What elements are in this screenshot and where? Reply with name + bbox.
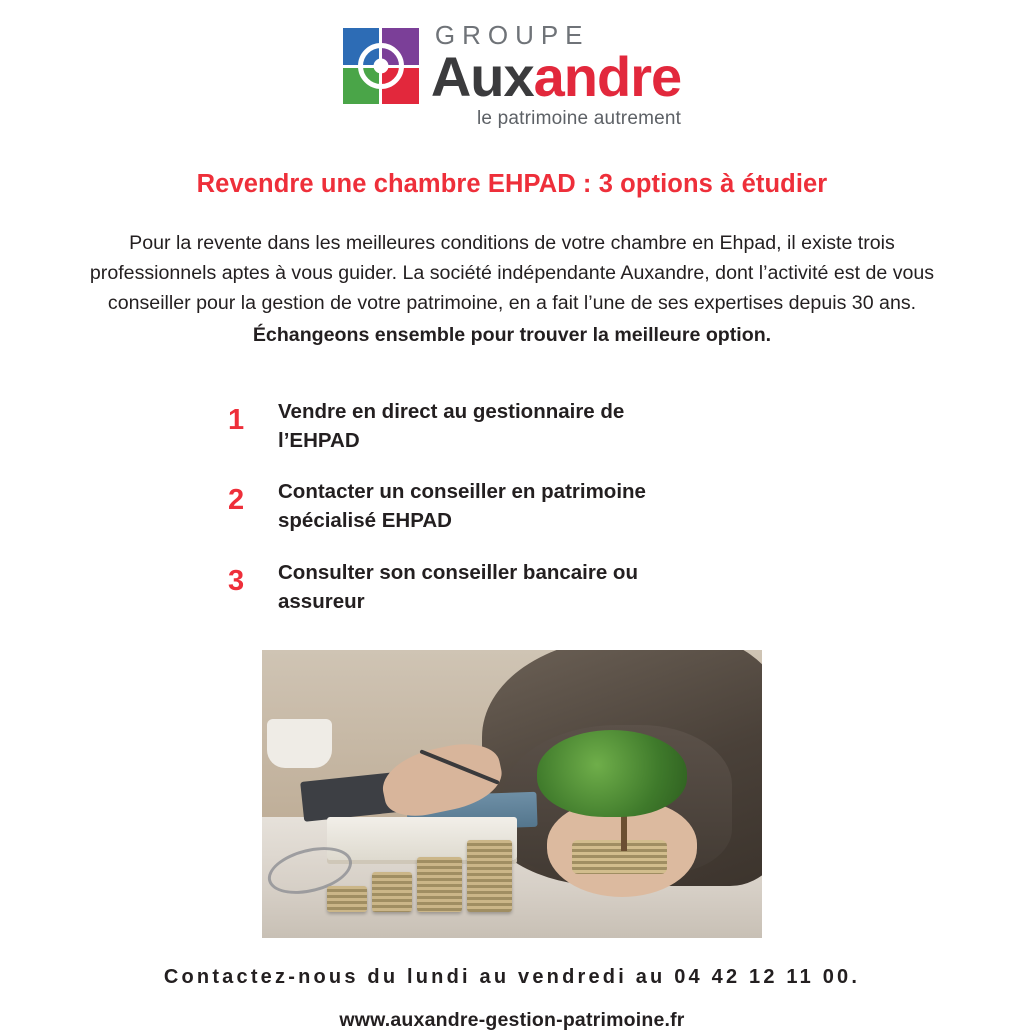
coins-and-tree-photo (262, 650, 762, 938)
logo-dot-shape (373, 59, 388, 74)
logo-wordmark (431, 22, 681, 128)
option-label: Contacter un conseiller en patrimoine spécialisé EHPAD (278, 480, 646, 533)
list-item (228, 477, 1024, 535)
auxandre-logo-icon (343, 28, 419, 104)
photo-tree-foliage (537, 730, 687, 816)
logo-name-part-dark: Aux (430, 45, 534, 108)
logo-name-text (430, 45, 682, 108)
page-title: Revendre une chambre EHPAD : 3 options à étudier (196, 170, 828, 198)
logo-name-part-red: andre (533, 45, 682, 108)
photo-coin-stack-1 (327, 886, 367, 912)
photo-cup (267, 719, 332, 768)
photo-wrapper (0, 650, 1024, 938)
photo-coin-stack-2 (372, 872, 412, 912)
option-number: 3 (228, 564, 245, 597)
logo-tagline: le patrimoine autrement (476, 108, 682, 129)
footer (0, 966, 1024, 1032)
option-number: 1 (228, 404, 245, 437)
intro-paragraph: Pour la revente dans les meilleures conditions de votre chambre en Ehpad, il existe trois professionnels aptes à vous guider. La société indépendante Auxandre, dont l’activité est de vous conseiller pour la gestion de votre patrimoine, en a fait l’une de ses expertises depuis 30 ans. (89, 232, 935, 314)
intro-block (70, 229, 954, 351)
website-url[interactable]: www.auxandre-gestion-patrimoine.fr (339, 1008, 685, 1031)
list-item (228, 558, 1024, 616)
photo-coin-stack-3 (417, 857, 462, 912)
logo-groupe-text: GROUPE (434, 20, 590, 50)
contact-phone-line: Contactez-nous du lundi au vendredi au 04 42 12 11 00. (163, 965, 861, 988)
photo-coin-pile-in-hand (572, 840, 667, 875)
brand-logo (0, 0, 1024, 128)
intro-emphasis: Échangeons ensemble pour trouver la meilleure option. (252, 324, 772, 347)
option-label: Consulter son conseiller bancaire ou assureur (278, 560, 638, 613)
photo-coin-stack-4 (467, 840, 512, 912)
list-item (228, 397, 1024, 455)
option-number: 2 (228, 484, 245, 517)
logo-inner (343, 22, 681, 128)
options-list (0, 397, 1024, 616)
option-label: Vendre en direct au gestionnaire de l’EHPAD (278, 400, 625, 453)
